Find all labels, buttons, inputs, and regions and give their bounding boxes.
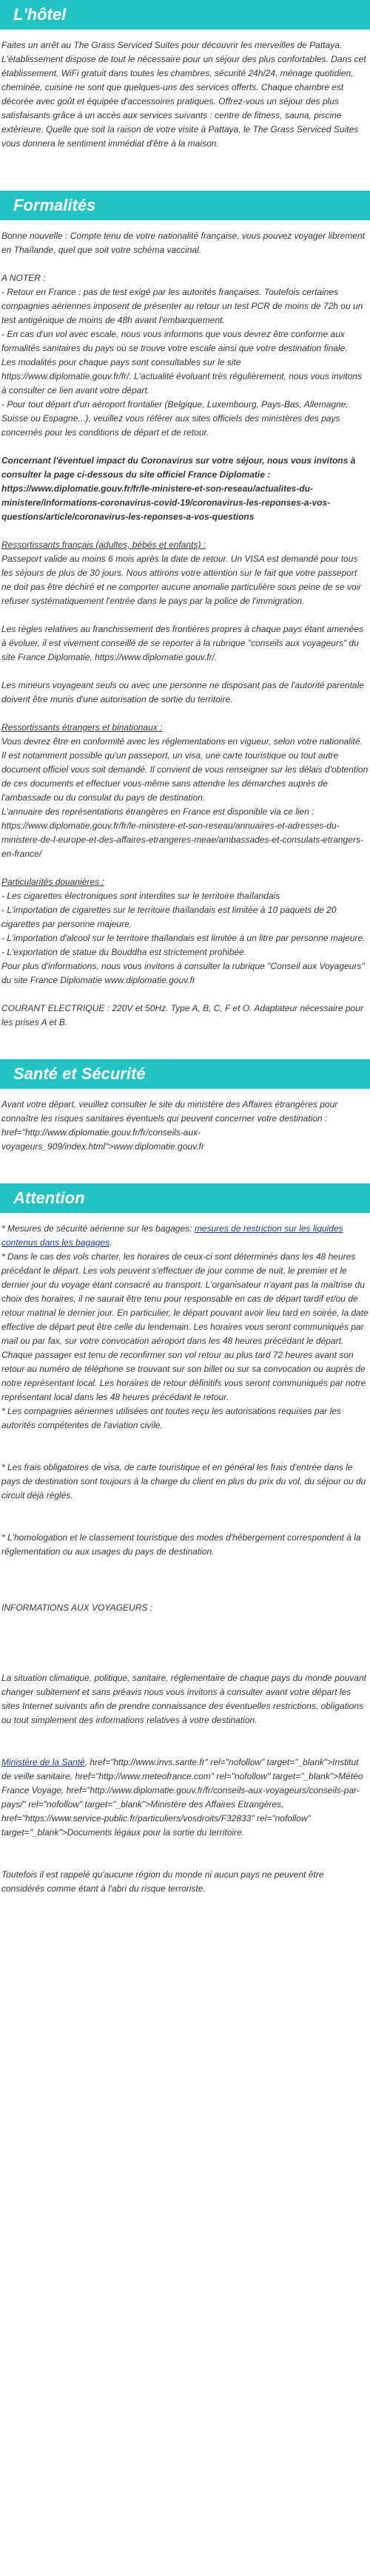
electric-info: COURANT ELECTRIQUE : 220V et 50Hz. Type A, B, C, F et O. Adaptateur nécessaire pour les prises A et B.: [1, 1003, 363, 1027]
security-suffix: .: [110, 1237, 112, 1248]
formalites-title: Formalités: [0, 191, 370, 220]
info-title: INFORMATIONS AUX VOYAGEURS :: [1, 1603, 153, 1613]
attention-title: Attention: [0, 1183, 370, 1213]
foreign-nationals-text: Vous devrez être en conformité avec les réglementations en vigueur, selon votre nationalité. Il est notamment possible qu'un passeport, un visa, une carte touristique ou tout autre document officiel vous soit demandé. Il convient de vous renseigner sur les délais d'obtention de ces documents et effectuer vous-même sans attendre les démarches auprès de l'ambassade ou du consulat du pays de destination.: [1, 736, 369, 803]
note-line: - En cas d'un vol avec escale, nous vous informons que vous devrez être conforme aux formalités sanitaires du pays où se trouve votre escale ainsi que votre destination finale.: [1, 329, 348, 353]
foreign-nationals-title: Ressortissants étrangers et binationaux :: [1, 722, 163, 733]
customs-title: Particularités douanières :: [1, 877, 104, 887]
hotel-title: L'hôtel: [0, 0, 370, 30]
sante-text: Avant votre départ, veuillez consulter le site du ministère des Affaires étrangères pour connaître les risques sanitaires éventuels qui peuvent concerner votre destination : href="http://www.diplomatie.gouv.fr/fr/conseils-aux-voyageurs_909/index.html">www.diplomatie.gouv.fr: [1, 1099, 338, 1152]
sante-section: [0, 1059, 370, 1154]
customs-line: - Les cigarettes électroniques sont interdites sur le territoire thaïlandais: [1, 891, 280, 901]
covid-notice: Concernant l'éventuel impact du Coronavirus sur votre séjour, nous vous invitons à consulter la page ci-dessous du site officiel France Diplomatie : https://www.diplomatie.gouv.fr/fr/le-ministere-et-son-reseau/actualites-du-ministere/informations-coronavirus-covid-19/coronavirus-les-reponses-a-vos-questions/article/coronavirus-les-reponses-a-vos-questions: [1, 455, 356, 522]
customs-line: Pour plus d'informations, nous vous invitons à consulter la rubrique "Conseil aux Voyageurs" du site France Diplomatie www.diplomatie.gouv.fr: [1, 961, 365, 985]
liquids-restriction-link[interactable]: mesures de restriction sur les liquides contenus dans les bagages: [1, 1223, 343, 1248]
security-measures: [1, 1222, 369, 1250]
foreign-nationals-directory: L'annuaire des représentations étrangères en France est disponible via ce lien : https://www.diplomatie.gouv.fr/fr/le-ministere-et-son-reseau/annuaires-et-adresses-du-ministere-de-l-europe-et-des-affaires-etrangeres-meae/ambassades-et-consulats-etrangers-en-france/: [1, 806, 363, 859]
links-text: [1, 1756, 369, 1840]
customs-line: - L'importation de cigarettes sur le territoire thaïlandais est limitée à 10 paquets de 20 cigarettes par personne majeure.: [1, 905, 337, 929]
rating-text: * L'homologation et le classement touristique des modes d'hébergement correspondent à la réglementation ou aux usages du pays de destination.: [1, 1532, 361, 1557]
attention-section: [0, 1183, 370, 1896]
customs-line: - L'importation d'alcool sur le territoire thaïlandais est limitée à un litre par personne majeure.: [1, 933, 366, 943]
final-text: Toutefois il est rappelé qu'aucune région du monde ni aucun pays ne peuvent être considérés comme étant à l'abri du risque terroriste.: [1, 1869, 324, 1894]
situation-text: La situation climatique, politique, sanitaire, réglementaire de chaque pays du monde pouvant changer subitement et sans préavis nous vous invitons à consulter avant votre départ les sites Internet suivants afin de prendre connaissance des éventuelles restrictions, obligations ou tout simplement des informations relatives à votre destination.: [1, 1673, 366, 1725]
border-rules-text: Les règles relatives au franchissement des frontières propres à chaque pays étant amenées à évoluer, il est vivement conseillé de se reporter à la rubrique "conseils aux voyageurs" du site France Diplomatie, https://www.diplomatie.gouv.fr/.: [1, 624, 363, 662]
airlines-text: * Les compagnies aériennes utilisées ont toutes reçu les autorisations requises par les autorités compétentes de l'aviation civile.: [1, 1406, 341, 1430]
note-line: Les modalités pour chaque pays sont consultables sur le site https://www.diplomatie.gouv.fr/fr/. L'actualité évoluant très régulièrement, nous vous invitons à consulter ce lien avant votre départ.: [1, 357, 362, 395]
note-line: - Retour en France : pas de test exigé par les autorités françaises. Toutefois certaines compagnies aériennes imposent de présenter au retour un test PCR de moins de 72h ou un test antigénique de moins de 48h avant l'embarquement.: [1, 287, 363, 325]
sante-title: Santé et Sécurité: [0, 1059, 370, 1089]
french-nationals-text: Passeport valide au moins 6 mois après la date de retour. Un VISA est demandé pour tous les séjours de plus de 30 jours. Nous attirons votre attention sur le fait que votre passeport ne doit pas être déchiré et ne comporter aucune anomalie particulière sous peine de se voir refuser systématiquement l'entrée dans le pays par la police de l'immigration.: [1, 554, 362, 606]
customs-line: - L'exportation de statue du Bouddha est strictement prohibée.: [1, 947, 247, 957]
fees-text: * Les frais obligatoires de visa, de carte touristique et en général les frais d'entrée dans le pays de destination sont toujours à la charge du client en plus du prix du vol, du séjour ou du circuit déjà réglés.: [1, 1462, 366, 1501]
minors-text: Les mineurs voyageant seuls ou avec une personne ne disposant pas de l'autorité parentale doivent être munis d'une autorisation de sortie du territoire.: [1, 680, 364, 704]
note-line: - Pour tout départ d'un aéroport frontalier (Belgique, Luxembourg, Pays-Bas, Allemagne, Suisse ou Espagne...), veuillez vous référer aux sites officiels des ministères des pays concernés pour les conditions de départ et de retour.: [1, 399, 349, 438]
security-prefix: * Mesures de sécurité aérienne sur les bagages:: [1, 1223, 195, 1234]
french-nationals-title: Ressortissants français (adultes, bébés et enfants) :: [1, 540, 206, 550]
charter-text: * Dans le cas des vols charter, les horaires de ceux-ci sont déterminés dans les 48 heures précédant le départ. Les vols peuvent s'effectuer de jour comme de nuit, le premier et le dernier jour du voyage étant consacré au transport. L'organisateur n'ayant pas la maîtrise du choix des horaires, il ne saurait être tenu pour responsable en cas de départ tardif et/ou de retour matinal le dernier jour. En particulier, le départ pouvant avoir lieu tard en soirée, la date effective de départ peut être celle du lendemain. Les horaires vous seront communiqués par mail ou par fax, sur votre convocation aéroport dans les 48 heures précédant le départ. Chaque passager est tenu de reconfirmer son vol retour au plus tard 72 heures avant son retour au numéro de téléphone se trouvant sur son billet ou sur sa convocation ou auprès de notre représentant local. Les horaires de retour définitifs vous seront communiqués par notre représentant local dans les 48 heures précédant le retour.: [1, 1251, 369, 1402]
hotel-text: Faites un arrêt au The Grass Serviced Suites pour découvrir les merveilles de Pattaya. L'établissement dispose de tout le nécessaire pour un séjour des plus confortables. Dans cet établissement, WiFi gratuit dans toutes les chambres, sécurité 24h/24, ménage quotidien, cheminée, cuisine ne sont que quelques-uns des services offerts. Chaque chambre est décorée avec goût et équipée d'accessoires pratiques. Offrez-vous un séjour des plus satisfaisants grâce à un accès aux services suivants : centre de fitness, sauna, piscine extérieure. Quelle que soit la raison de votre visite à Pattaya, le The Grass Serviced Suites vous donnera le sentiment immédiat d'être à la maison.: [1, 40, 366, 149]
links-rest: , href="http://www.invs.sante.fr" rel="nofollow" target="_blank">Institut de veille sanitaire, href="http://www.meteofrance.com" rel="nofollow" target="_blank">Météo France Voyage, href="http://www.diplomatie.gouv.fr/fr/conseils-aux-voyageurs/conseils-par-pays/" rel="nofollow" target="_blank">Ministère des Affaires Etrangères, href="https://www.service-public.fr/particuliers/vosdroits/F32833" rel="nofollow" target="_blank">Documents légaux pour la sortie du territoire.: [1, 1757, 363, 1838]
formalites-intro: Bonne nouvelle : Compte tenu de votre nationalité française, vous pouvez voyager librement en Thaïlande, quel que soit votre schéma vaccinal.: [1, 231, 365, 255]
sante-ministry-link[interactable]: Ministère de la Santé: [1, 1757, 85, 1767]
note-title: A NOTER :: [1, 273, 46, 283]
formalites-section: [0, 191, 370, 1030]
hotel-section: [0, 0, 370, 151]
